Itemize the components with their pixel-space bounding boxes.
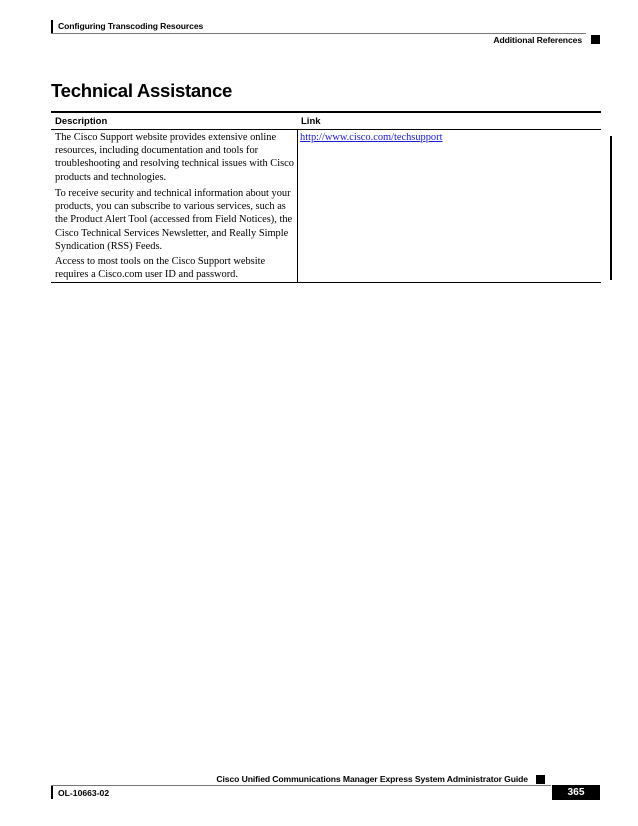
column-header-description: Description (55, 116, 108, 127)
header-square-marker (591, 35, 600, 44)
footer-marker-bar (51, 786, 53, 799)
table-header-separator (51, 129, 601, 130)
column-header-link: Link (301, 116, 321, 127)
header-rule (51, 33, 586, 34)
footer-square-marker (536, 775, 545, 784)
description-paragraph: Access to most tools on the Cisco Support website requires a Cisco.com user ID and password. (55, 256, 266, 281)
description-paragraph: To receive security and technical information about your products, you can subscribe to various services, such as the Product Alert Tool (accessed from Field Notices), the Cisco Technical Services Newsletter, and Really Simple Syndication (RSS) Feeds. (55, 188, 293, 252)
description-paragraph: The Cisco Support website provides extensive online resources, including documentation and tools for troubleshooting and resolving technical issues with Cisco products and technologies. (55, 132, 294, 183)
running-header-chapter: Configuring Transcoding Resources (58, 21, 204, 31)
table-column-separator (297, 129, 298, 283)
page-number-text: 365 (567, 787, 585, 798)
techsupport-link[interactable]: http://www.cisco.com/techsupport (300, 132, 443, 143)
footer-rule (51, 785, 551, 786)
footer-guide-title: Cisco Unified Communications Manager Express System Administrator Guide (216, 774, 528, 784)
page-number (552, 785, 600, 800)
footer-doc-number: OL-10663-02 (58, 788, 110, 798)
table-bottom-rule (51, 282, 601, 283)
header-marker-bar (51, 20, 53, 33)
table-top-rule (51, 111, 601, 113)
change-bar (610, 136, 612, 280)
running-header-section: Additional References (493, 35, 582, 45)
section-title: Technical Assistance (51, 80, 233, 101)
